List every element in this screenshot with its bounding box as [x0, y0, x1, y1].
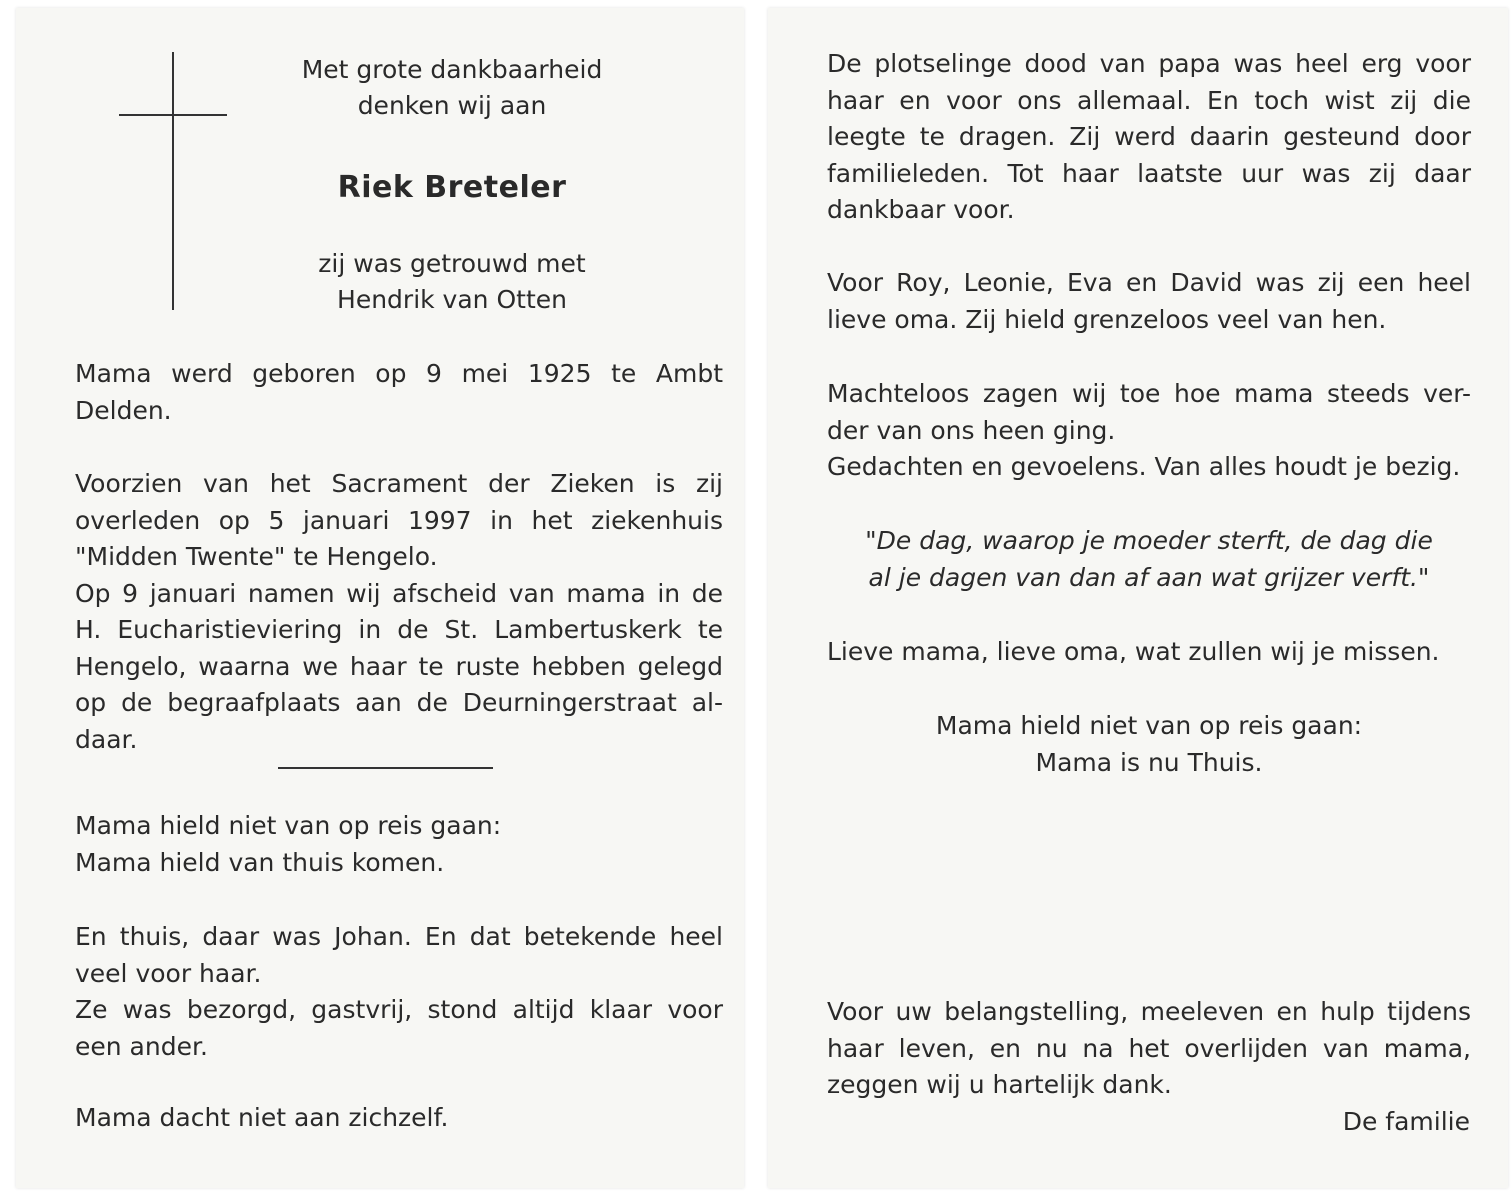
section-divider: [278, 767, 493, 769]
self-paragraph: [75, 1100, 723, 1137]
quote-line: "De dag, waarop je moeder sterft, de dag die: [865, 526, 1433, 555]
married-line-1: zij was getrouwd met: [318, 249, 586, 278]
cross-icon-vertical: [172, 52, 174, 310]
death-paragraph: [75, 466, 723, 758]
deceased-name: Riek Breteler: [337, 170, 567, 205]
travel-paragraph: [75, 808, 723, 881]
right-card: [768, 8, 1508, 1188]
death-line: Op 9 januari namen wij afscheid van mama in de: [75, 578, 723, 608]
home-closing-line-2: Mama is nu Thuis.: [1035, 747, 1263, 777]
death-line: H. Eucharistieviering in de St. Lambertuskerk te: [75, 615, 723, 644]
cross-icon-horizontal: [119, 114, 227, 116]
death-line: daar.: [75, 724, 138, 754]
travel-line: Mama hield niet van op reis gaan:: [75, 811, 502, 840]
home-closing: [827, 708, 1471, 781]
papa-line: De plotselinge dood van papa was heel erg voor: [827, 49, 1471, 78]
home-closing-line-1: Mama hield niet van op reis gaan:: [935, 711, 1363, 740]
home-line: een ander.: [75, 1031, 208, 1061]
thanks-line: Voor uw belangstelling, meeleven en hulp tijdens: [827, 997, 1471, 1026]
married-line-2: Hendrik van Otten: [337, 285, 567, 314]
quote-paragraph: [827, 523, 1471, 596]
left-card: [16, 8, 744, 1188]
miss-line: Lieve mama, lieve oma, wat zullen wij je missen.: [827, 637, 1440, 666]
home-line: En thuis, daar was Johan. En dat betekende heel: [75, 922, 723, 951]
papa-line: haar en voor ons allemaal. En toch wist zij die: [827, 85, 1471, 115]
quote-line: al je dagen van dan af aan wat grijzer verft.": [868, 562, 1430, 592]
home-paragraph: [75, 919, 723, 1065]
death-line: op de begraafplaats aan de Deurningerstraat al-: [75, 688, 723, 717]
home-line: Ze was bezorgd, gastvrij, stond altijd klaar voor: [75, 995, 723, 1024]
death-line: overleden op 5 januari 1997 in het ziekenhuis: [75, 505, 723, 535]
birth-line: Delden.: [75, 395, 172, 425]
thanks-paragraph: [827, 994, 1471, 1104]
grandchildren-line: lieve oma. Zij hield grenzeloos veel van hen.: [827, 304, 1387, 334]
married-block: [252, 246, 652, 318]
thanks-line: haar leven, en nu na het overlijden van mama,: [827, 1033, 1471, 1063]
intro-line-2: denken wij aan: [357, 91, 547, 120]
death-line: Hengelo, waarna we haar te ruste hebben gelegd: [75, 651, 723, 681]
birth-line: Mama werd geboren op 9 mei 1925 te Ambt: [75, 359, 723, 388]
death-line: Voorzien van het Sacrament der Zieken is zij: [75, 469, 723, 498]
grandchildren-paragraph: [827, 265, 1471, 338]
powerless-line: der van ons heen ging.: [827, 415, 1116, 445]
signoff: De familie: [1342, 1107, 1470, 1136]
miss-paragraph: [827, 634, 1471, 671]
powerless-paragraph: [827, 376, 1471, 486]
papa-line: dankbaar voor.: [827, 195, 1015, 224]
intro-heading: [252, 52, 652, 124]
intro-line-1: Met grote dankbaarheid: [301, 55, 603, 84]
self-line: Mama dacht niet aan zichzelf.: [75, 1103, 449, 1132]
travel-line: Mama hield van thuis komen.: [75, 847, 445, 877]
grandchildren-line: Voor Roy, Leonie, Eva en David was zij een heel: [827, 268, 1471, 297]
thanks-line: zeggen wij u hartelijk dank.: [827, 1070, 1172, 1099]
papa-line: leegte te dragen. Zij werd daarin gesteund door: [827, 122, 1471, 151]
home-line: veel voor haar.: [75, 958, 262, 988]
death-line: "Midden Twente" te Hengelo.: [75, 542, 438, 571]
powerless-line: Gedachten en gevoelens. Van alles houdt je bezig.: [827, 452, 1461, 481]
papa-paragraph: [827, 46, 1471, 229]
papa-line: familieleden. Tot haar laatste uur was zij daar: [827, 158, 1471, 188]
powerless-line: Machteloos zagen wij toe hoe mama steeds ver-: [827, 379, 1471, 408]
birth-paragraph: [75, 356, 723, 429]
